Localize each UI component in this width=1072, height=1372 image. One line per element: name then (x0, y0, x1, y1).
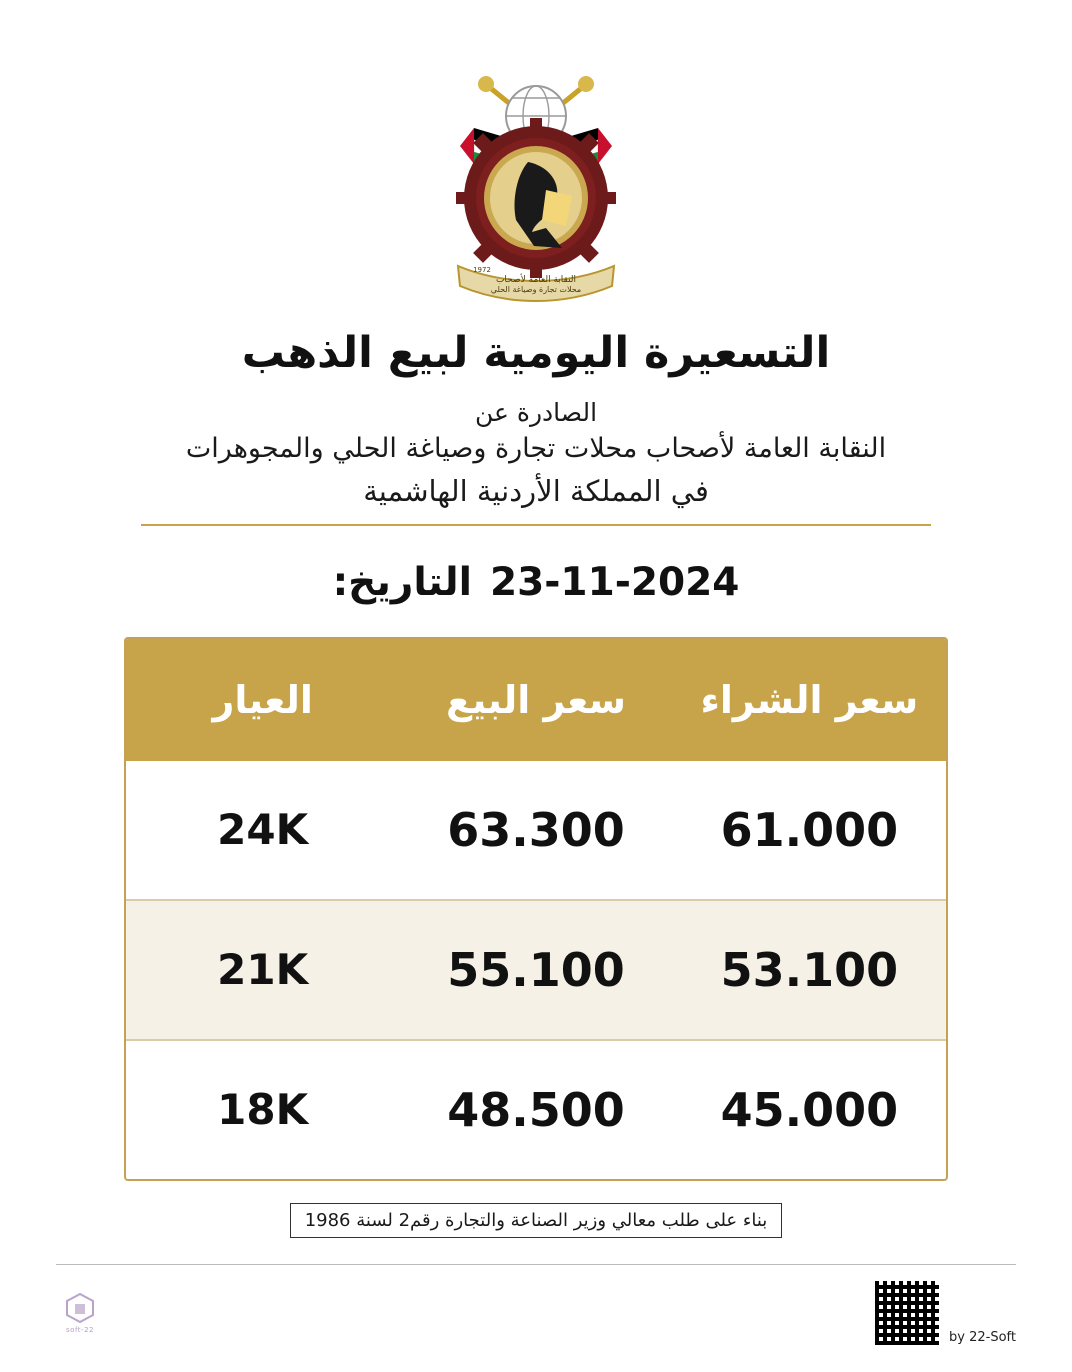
footer-divider (56, 1264, 1016, 1265)
header-buy-price: سعر الشراء (700, 677, 919, 722)
cube-icon (65, 1292, 95, 1324)
qr-label: by 22-Soft (949, 1329, 1016, 1345)
header-sell-price: سعر البيع (446, 677, 626, 722)
karat: 24K (217, 805, 309, 855)
sell-price: 55.100 (447, 942, 625, 997)
country-name: في المملكة الأردنية الهاشمية (363, 473, 709, 508)
buy-price: 61.000 (720, 802, 899, 857)
date-row (333, 560, 740, 605)
brand-text: 22-soft (66, 1325, 94, 1334)
karat: 18K (217, 1085, 309, 1135)
brand-logo (56, 1287, 104, 1339)
header-karat: العيار (212, 677, 313, 722)
date-label: التاريخ: (332, 559, 472, 605)
gold-price-table (124, 637, 948, 1181)
buy-price: 53.100 (720, 942, 899, 997)
svg-text:النقابة العامة لأصحاب: النقابة العامة لأصحاب (495, 275, 577, 285)
qr-code-icon[interactable] (873, 1279, 941, 1347)
table-row (126, 761, 946, 899)
page-title: التسعيرة اليومية لبيع الذهب (241, 328, 831, 378)
syndicate-logo (416, 70, 656, 320)
qr-group (873, 1279, 1016, 1347)
svg-text:محلات تجارة وصياغة الحلي: محلات تجارة وصياغة الحلي (490, 285, 582, 294)
sell-price: 63.300 (447, 802, 625, 857)
table-header-row (126, 639, 946, 761)
authority-name: النقابة العامة لأصحاب محلات تجارة وصياغة الحلي والمجوهرات (185, 432, 887, 464)
footer-bar (56, 1279, 1016, 1347)
sell-price: 48.500 (447, 1082, 625, 1137)
divider (141, 524, 931, 526)
karat: 21K (217, 945, 309, 995)
date-value: 23-11-2024 (489, 559, 740, 605)
table-row (126, 1041, 946, 1179)
buy-price: 45.000 (720, 1082, 899, 1137)
issued-by-label: الصادرة عن (474, 397, 598, 427)
table-row (126, 901, 946, 1039)
footnote: بناء على طلب معالي وزير الصناعة والتجارة رقم2 لسنة 1986 (290, 1203, 783, 1238)
svg-text:1972: 1972 (473, 266, 491, 274)
emblem-icon (416, 70, 656, 320)
